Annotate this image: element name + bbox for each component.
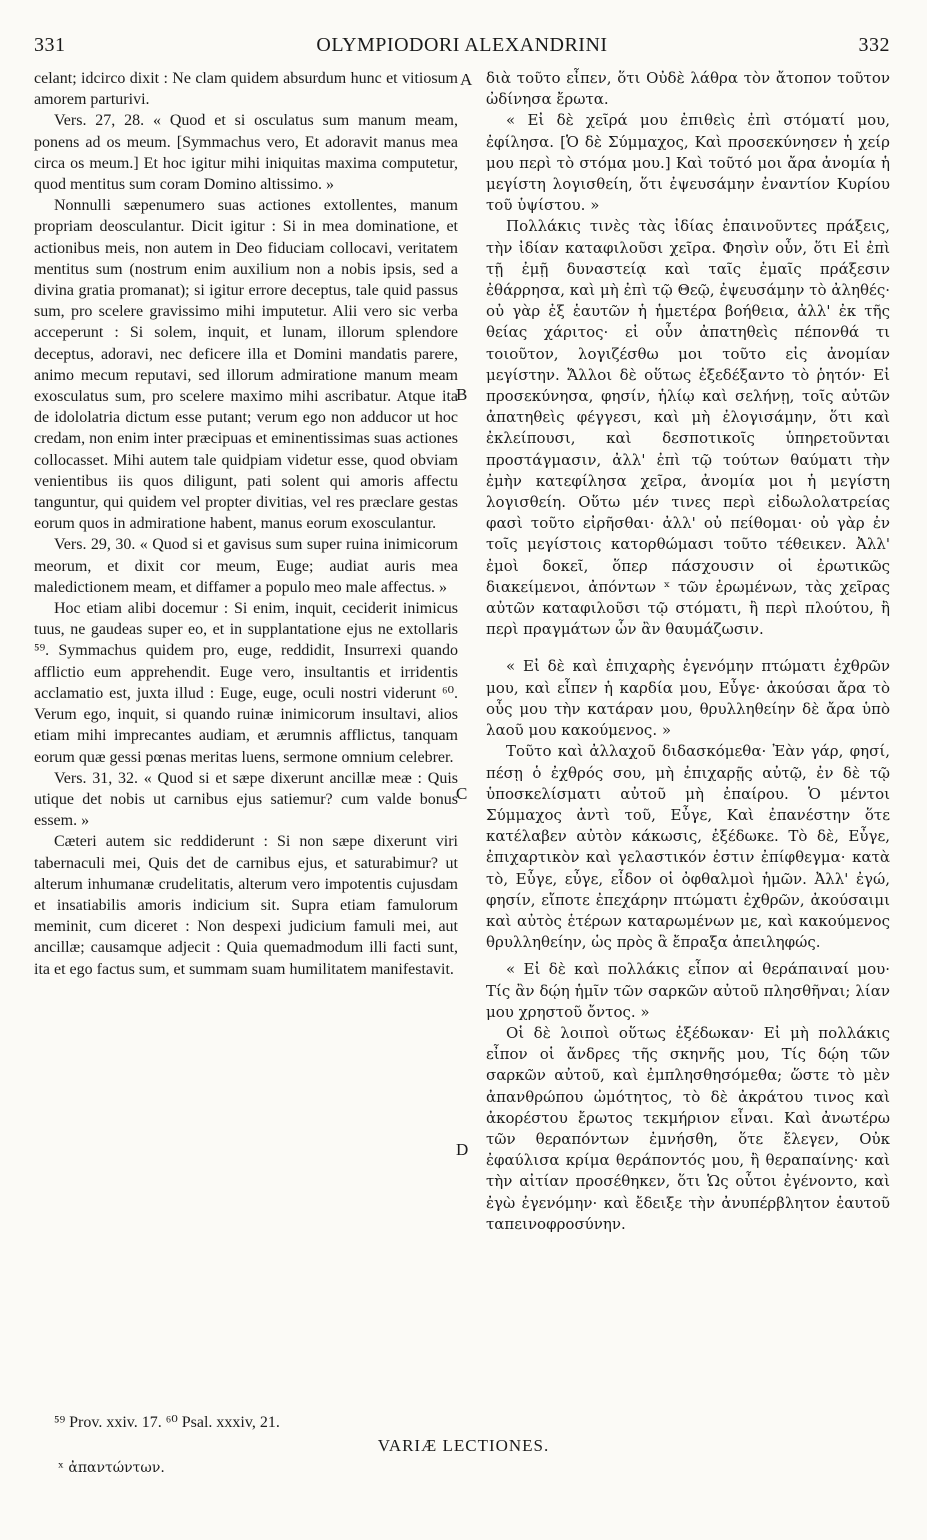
latin-paragraph: celant; idcirco dixit : Ne clam quidem absurdum hunc et vitiosum amorem parturivi.: [34, 70, 458, 109]
latin-paragraph: Cæteri autem sic reddiderunt : Si non sæpe dixerunt viri tabernaculi mei, Quis det de carnibus ejus, et saturabimur? ut alterum inhumanæ crudelitatis, alterum vero impotentis cujusdam et insatiabilis amoris indicium sit. Supra etiam famulorum meminit, cum diceret : Non despexi judicium famuli mei, aut ancillæ; causamque adjecit : Quia quemadmodum illi facti sunt, ita et ego factus sum, et summam suam humilitatem manifestavit.: [34, 833, 458, 978]
greek-paragraph: Οἱ δὲ λοιποὶ οὕτως ἐξέδωκαν· Εἰ μὴ πολλάκις εἶπον οἱ ἄνδρες τῆς σκηνῆς μου, Τίς δῴη τῶν σαρκῶν αὐτοῦ, καὶ ἐμπλησθησόμεθα; ὥστε τὸ μὲν ἀπανθρώπου ὠμότητος, τὸ δὲ ἀκράτου τινος καὶ ἀκορέστου ἔρωτος τεκμήριον εἶναι. Καὶ ἀνωτέρω τῶν θεραπόντων ἐμνήσθη, ὅτε ἔλεγεν, Οὐκ ἐφαύλισα κρίμα θεράποντός μου, ἢ θεραπαίνης· καὶ τὴν αἰτίαν προσέθηκεν, ὅτι Ὡς οὗτοι ἐγένοντο, καὶ ἐγὼ ἐγενόμην· καὶ ἔδειξε τὴν ἀνυπέρβλητον ἑαυτοῦ ταπεινοφροσύνην.: [486, 1023, 890, 1233]
margin-marker-d: D: [456, 1140, 469, 1159]
greek-column: [486, 68, 890, 1235]
variant-reading: ˣ ἀπαντώντων.: [58, 1460, 165, 1476]
greek-paragraph: Τοῦτο καὶ ἀλλαχοῦ διδασκόμεθα· Ἐὰν γάρ, φησί, πέσῃ ὁ ἐχθρός σου, μὴ ἐπιχαρῇς αὐτῷ, ἐν δὲ τῷ ὑποσκελίσματι αὐτοῦ μὴ ἐπαίρου. Ὁ μέντοι Σύμμαχος ἀντὶ τοῦ, Εὖγε, Καὶ ἐπανέστην ὅτε κατέλαβεν αὐτὸν κάκωσις, ἐξέδωκε. Τὸ δὲ, Εὖγε, ἐπιχαρτικὸν καὶ γελαστικόν ἐστιν ἐπίφθεγμα· κατὰ τὸ, Εὖγε, εὖγε, εἶδον οἱ ὀφθαλμοὶ ἡμῶν. Ἀλλ' ἐγώ, φησίν, εἴποτε ἐπεχάρην πτώματι ἐχθρῶν, ἀκούσαιμι καὶ αὐτὸς ἑτέρων καταρωμένων με, καὶ κακούμενος θρυλληθείην, ὡς πρὸς ἃ ἔπραξα ἀπειληφώς.: [486, 742, 890, 952]
margin-marker-c: C: [456, 784, 468, 803]
greek-paragraph: Πολλάκις τινὲς τὰς ἰδίας ἐπαινοῦντες πράξεις, τὴν ἰδίαν καταφιλοῦσι χεῖρα. Φησὶν οὖν, ὅτι Εἰ ἐπὶ τῇ ἐμῇ δυναστείᾳ καὶ ταῖς ἐμαῖς πράξεσιν ἐθάρρησα, καὶ μὴ ἐπὶ τῷ Θεῷ, ἐψευσάμην τὸ ἀληθές· οὐ γὰρ ἐξ ἑαυτῶν ἡ ἡμετέρα βοήθεια, ἀλλ' ἐκ τῆς θείας χάριτος· εἰ οὖν ἀπατηθεὶς πέπονθά τι τοιοῦτον, λογιζέσθω μοι τοῦτο εἰς ἀνομίαν μεγίστην. Ἄλλοι δὲ οὕτως ἐξεδέξαντο τὸ ῥητόν· Εἰ προσεκύνησα, φησίν, ἡλίῳ καὶ σελήνῃ, τοῖς αὐτῶν ἀπατηθεὶς φέγγεσι, καὶ μὴ ἐλογισάμην, ὅτι καὶ ἐκλείπουσι, καὶ δεσποτικοῖς ὑπηρετοῦνται προστάγμασιν, ἀλλ' ἐπὶ τῷ τούτων θαύματι τὴν ἐμὴν κατεφίλησα χεῖρα, ἀνομία μοι ἡ μεγίστη λογισθείη. Οὕτω μέν τινες περὶ εἰδωλολατρείας φασὶ τοῦτο εἰρῆσθαι· ἀλλ' οὐ πείθομαι· οὐ γὰρ ἐν τοῖς μεγίστοις κατορθώμασι τοῦτο τέθεικεν. Ἀλλ' ἐμοὶ δοκεῖ, ὅπερ πάσχουσιν οἱ ἐρωτικῶς διακείμενοι, ἀπόντων ˣ τῶν ἐρωμένων, τὰς χεῖρας αὐτῶν καταφιλοῦσι τῷ στόματι, ἢ περὶ πλούτου, ἢ περὶ πραγμάτων ὧν ἂν θαυμάζωσιν.: [486, 217, 890, 639]
greek-verse-29-30: « Εἰ δὲ καὶ ἐπιχαρὴς ἐγενόμην πτώματι ἐχθρῶν μου, καὶ εἶπεν ἡ καρδία μου, Εὖγε· ἀκούσαι ἄρα τὸ οὖς μου τὴν κατάραν μου, θρυλληθείην δὲ ἄρα ὑπὸ λαοῦ μου κακούμενος. »: [486, 657, 890, 740]
footnotes: ⁵⁹ Prov. xxiv. 17. ⁶⁰ Psal. xxxiv, 21.: [54, 1414, 280, 1431]
variae-lectiones-title: VARIÆ LECTIONES.: [377, 1436, 550, 1455]
latin-verse-27-28: Vers. 27, 28. « Quod et si osculatus sum manum meam, ponens ad os meum. [Symmachus vero, Et adoravit manus mea circa os meum.] Et hoc igitur mihi iniquitas maxima computetur, quod mentitus sum coram Domino altissimo. »: [34, 112, 458, 194]
greek-verse-31-32: « Εἰ δὲ καὶ πολλάκις εἶπον αἱ θεράπαιναί μου· Τίς ἂν δῴη ἡμῖν τῶν σαρκῶν αὐτοῦ πλησθῆναι; λίαν μου χρηστοῦ ὄντος. »: [486, 960, 890, 1021]
margin-marker-a: A: [460, 70, 473, 89]
page-number-left: 331: [34, 34, 66, 56]
latin-verse-29-30: Vers. 29, 30. « Quod si et gavisus sum super ruina inimicorum meorum, et dixit cor meum, Euge; audiat auris mea maledictionem meam, et diffamer a populo meo male affectus. »: [34, 536, 458, 596]
running-title: OLYMPIODORI ALEXANDRINI: [316, 34, 608, 56]
latin-paragraph: Nonnulli sæpenumero suas actiones extollentes, manum propriam deosculantur. Dicit igitur : Si in mea dominatione, et actionibus meis, non autem in Deo fiduciam collocavi, veritatem mentitus sum (nostrum enim auxilium non a nobis ipsis, sed a divina gratia promanat); si igitur errore deceptus, tale quid passus sum, pro scelere gravissimo mihi imputetur. Alii vero sic verba acceperunt : Si solem, inquit, et lunam, illorum splendore deceptus, adoravi, nec deficere illa et Domini mandatis parere, animo mecum reputavi, sed illorum admiratione manum meam exosculatus sum, pro scelere maximo mihi ascribatur. Atque ita de idololatria dictum esse putant; verum ego non adducor ut hoc credam, non enim inter præcipuas et eminentissimas suas actiones collocasset. Mihi autem tale quidpiam videtur esse, quod obviam venientibus iis quos diligunt, pati solent qui amoris affectu tanguntur, qui quidem vel propter divitias, vel res præclare gestas eorum quos in admiratione habent, manus eorum exosculantur.: [34, 197, 458, 533]
margin-marker-b: B: [456, 385, 468, 404]
greek-paragraph: διὰ τοῦτο εἶπεν, ὅτι Οὐδὲ λάθρα τὸν ἄτοπον τοῦτον ὠδίνησα ἔρωτα.: [486, 69, 890, 109]
latin-column: [34, 68, 458, 980]
page-header: [34, 34, 890, 60]
latin-verse-31-32: Vers. 31, 32. « Quod si et sæpe dixerunt ancillæ meæ : Quis utique det nobis ut carnibus ejus satiemur? cum valde bonus essem. »: [34, 769, 458, 830]
page-number-right: 332: [858, 34, 890, 56]
greek-verse-27-28: « Εἰ δὲ χεῖρά μου ἐπιθεὶς ἐπὶ στόματί μου, ἐφίλησα. [Ὁ δὲ Σύμμαχος, Καὶ προσεκύνησεν ἡ χείρ μου περὶ τὸ στόμα μου.] Καὶ τοῦτό μοι ἄρα ἀνομία ἡ μεγίστη λογισθείη, ὅτι ἐψευσάμην ἐναντίον Κυρίου τοῦ ὑψίστου. »: [486, 111, 890, 215]
latin-paragraph: Hoc etiam alibi docemur : Si enim, inquit, ceciderit inimicus tuus, ne gaudeas super eo, et in supplantatione ejus ne extollaris ⁵⁹. Symmachus quidem pro, euge, reddidit, Insurrexi quando afflictio eum apprehendit. Euge vero, insultantis et irridentis acclamatio est, juxta illud : Euge, euge, oculi nostri viderunt ⁶⁰. Verum ego, inquit, si quando ruinæ inimicorum insultavi, alios etiam mihi imprecantes audiam, et ærumnis afflictus, tanquam eorum quæ gessi pœnas meritas luens, sermone omnium celebrer.: [34, 600, 458, 766]
